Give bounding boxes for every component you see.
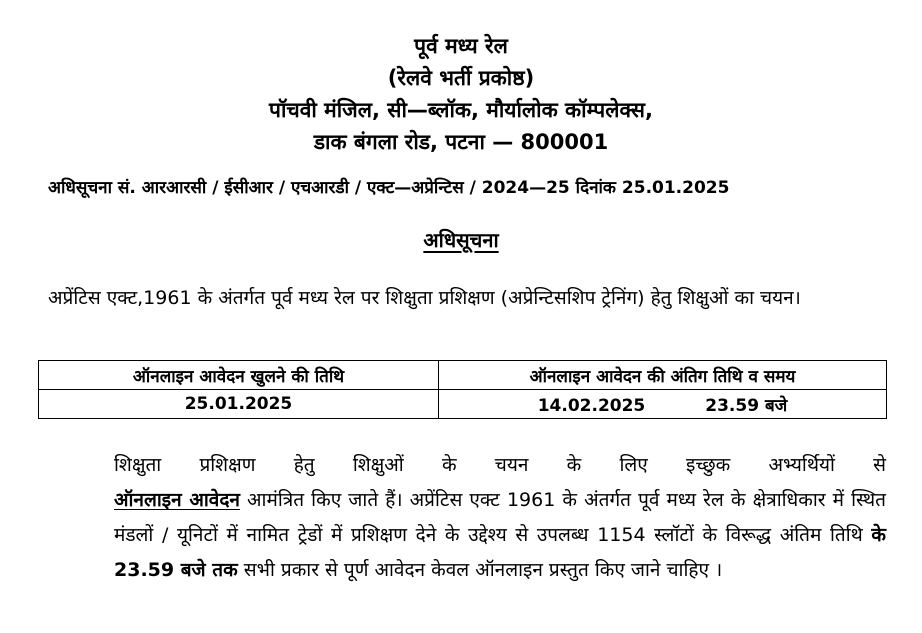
close-time-value: 23.59 बजे — [705, 395, 788, 416]
department-name: (रेलवे भर्ती प्रकोष्ठ) — [387, 66, 535, 90]
office-header — [0, 30, 922, 158]
open-date-header: ऑनलाइन आवेदन खुलने की तिथि — [39, 361, 439, 390]
close-date-value: 14.02.2025 — [537, 395, 646, 416]
organization-name: पूर्व मध्य रेल — [414, 34, 508, 58]
open-date-value: 25.01.2025 — [39, 390, 439, 419]
deadline-emphasis: के 23.59 बजे तक — [114, 524, 886, 581]
body-first-line-wrap — [114, 448, 886, 483]
address-line-1: पॉचवी मंजिल, सी—ब्लॉक, मौर्यालोक कॉम्पलेक्स, — [269, 98, 653, 122]
close-date-cell — [439, 390, 887, 419]
body-first-line: शिक्षुता प्रशिक्षण हेतु शिक्षुओं के चयन के लिए इच्छुक अभ्यर्थियों से — [114, 454, 886, 476]
online-application-emphasis: ऑनलाइन आवेदन — [114, 489, 240, 511]
dates-table — [38, 360, 887, 419]
intro-paragraph: अप्रेंटिस एक्ट,1961 के अंतर्गत पूर्व मध्य रेल पर शिक्षुता प्रशिक्षण (अप्रेन्टिसशिप ट्रेनिंग) हेतु शिक्षुओं का चयन। — [48, 287, 801, 309]
notice-title-text: अधिसूचना — [423, 228, 499, 252]
body-text-middle: आमंत्रित किए जाते हैं। अप्रेंटिस एक्ट 1961 के अंतर्गत पूर्व मध्य रेल के क्षेत्राधिकार में स्थित मंडलों / यूनिटों में नामित ट्रेडों में प्रशिक्षण देने के उद्देश्य से उपलब्ध 1154 स्लॉटों के विरूद्ध अंतिम तिथि — [114, 489, 886, 546]
table-row — [39, 390, 887, 419]
body-paragraph — [114, 483, 886, 588]
table-header-row — [39, 361, 887, 390]
close-date-header: ऑनलाइन आवेदन की अंतिग तिथि व समय — [439, 361, 887, 390]
body-text-end: सभी प्रकार से पूर्ण आवेदन केवल ऑनलाइन प्रस्तुत किए जाने चाहिए । — [237, 559, 723, 581]
address-line-2: डाक बंगला रोड, पटना — 800001 — [313, 130, 609, 154]
notice-title — [0, 226, 922, 254]
notification-reference: अधिसूचना सं. आरआरसी / ईसीआर / एचआरडी / एक्ट—अप्रेन्टिस / 2024—25 दिनांक 25.01.2025 — [48, 178, 730, 198]
